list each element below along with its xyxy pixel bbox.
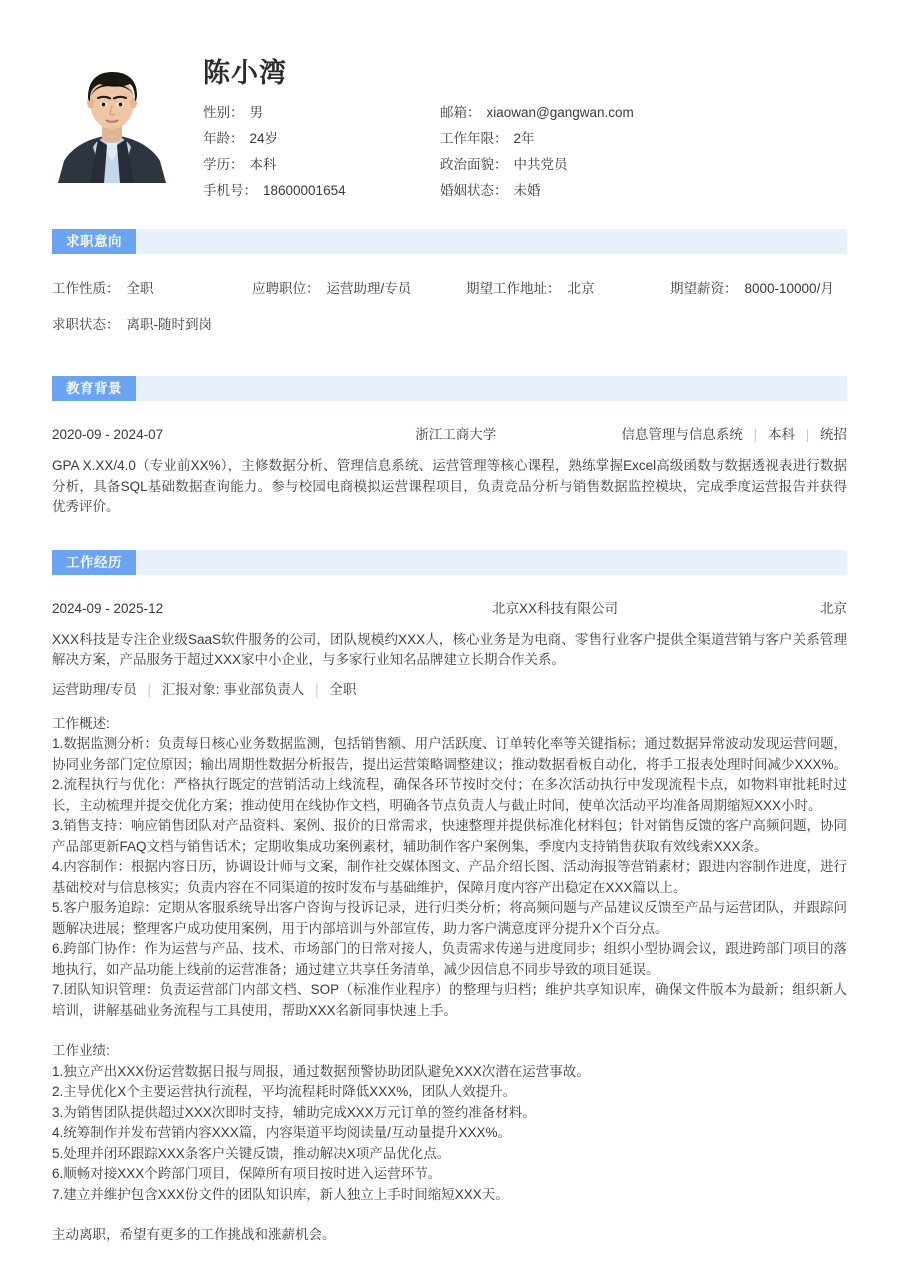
work-company: 北京XX科技有限公司 [491, 600, 618, 616]
education-date-range: 2020-09 - 2024-07 [52, 427, 164, 442]
divider-icon: | [805, 427, 810, 442]
work-achievement-item: 1.独立产出XXX份运营数据日报与周报，通过数据预警协助团队避免XXX次潜在运营事故。 [52, 1063, 590, 1079]
work-overview-item: 1.数据监测分析：负责每日核心业务数据监测，包括销售额、用户活跃度、订单转化率等关键指标；通过数据异常波动发现运营问题，协同业务部门定位原因；输出周期性数据分析报告，提出运营策略调整建议；推动数据看板自动化，将手工报表处理时间减少XXX%。 [52, 736, 848, 772]
section-header-work [52, 550, 847, 575]
avatar [52, 57, 172, 183]
work-achievement-item: 5.处理并闭环跟踪XXX条客户关键反馈，推动解决X项产品优化点。 [52, 1145, 451, 1161]
work-achievement-item: 4.统筹制作并发布营销内容XXX篇，内容渠道平均阅读量/互动量提升XXX%。 [52, 1125, 512, 1140]
work-overview-item: 3.销售支持：响应销售团队对产品资料、案例、报价的日常需求，快速整理并提供标准化材料包；针对销售反馈的客户高频问题，协同产品部更新FAQ文档与销售话术；定期收集成功案例素材，辅助制作客户案例集，季度内支持销售获取有效线索XXX条。 [52, 818, 847, 854]
info-experience-years: 工作年限： 2年 [440, 131, 535, 146]
education-meta [621, 424, 847, 446]
work-location: 北京 [820, 600, 847, 616]
work-overview-block [52, 714, 847, 1022]
divider-icon: | [315, 681, 319, 697]
work-report-to: 汇报对象: 事业部负责人 [161, 681, 305, 697]
section-title-education: 教育背景 [52, 376, 136, 401]
work-achievement-item: 3.为销售团队提供超过XXX次即时支持，辅助完成XXX万元订单的签约准备材料。 [52, 1104, 536, 1120]
work-job-meta [52, 679, 847, 701]
work-overview-item: 5.客户服务追踪：定期从客服系统导出客户咨询与投诉记录，进行归类分析；将高频问题与产品建议反馈至产品与运营团队，并跟踪问题解决进展；整理客户成功使用案例，用于内部培训与外部宣传，助力客户满意度评分提升X个百分点。 [52, 900, 847, 936]
education-major: 信息管理与信息系统 [621, 427, 743, 442]
intent-job-nature: 工作性质： 全职 [52, 281, 154, 296]
section-header-job-intent [52, 229, 847, 254]
job-intent-row-2 [52, 310, 847, 340]
intent-expected-salary: 期望薪资： 8000-10000/月 [670, 281, 834, 296]
work-achievement-item: 2.主导优化X个主要运营执行流程，平均流程耗时降低XXX%，团队人效提升。 [52, 1084, 517, 1099]
education-entry-head [52, 424, 847, 446]
divider-icon: | [147, 681, 152, 697]
intent-target-location: 期望工作地址： 北京 [466, 281, 595, 296]
work-achievement-title: 工作业绩: [52, 1043, 110, 1058]
identity-block [203, 57, 900, 204]
section-header-education [52, 376, 847, 401]
work-company-intro: XXX科技是专注企业级SaaS软件服务的公司，团队规模约XXX人，核心业务是为电商、零售行业客户提供全渠道营销与客户关系管理解决方案，产品服务于超过XXX家中小企业，与多家行业知名品牌建立长期合作关系。 [52, 631, 847, 667]
job-intent-row-1 [52, 274, 847, 304]
section-title-work: 工作经历 [52, 550, 136, 575]
education-school: 浙江工商大学 [415, 427, 497, 442]
section-title-job-intent: 求职意向 [52, 229, 136, 254]
portrait-photo-icon [52, 57, 172, 183]
education-description: GPA X.XX/4.0（专业前XX%），主修数据分析、管理信息系统、运营管理等核心课程，熟练掌握Excel高级函数与数据透视表进行数据分析，具备SQL基础数据查询能力。参与校园电商模拟运营课程项目，负责竞品分析与销售数据监控模块，完成季度运营报告并获得优秀评价。 [52, 458, 847, 514]
work-overview-item: 6.跨部门协作：作为运营与产品、技术、市场部门的日常对接人，负责需求传递与进度同步；组织小型协调会议，跟进跨部门项目的落地执行，如产品功能上线前的运营准备；通过建立共享任务清单，减少因信息不同步导致的项目延误。 [52, 941, 847, 977]
education-degree: 本科 [767, 427, 795, 442]
work-position: 运营助理/专员 [52, 681, 137, 697]
work-achievement-item: 6.顺畅对接XXX个跨部门项目，保障所有项目按时进入运营环节。 [52, 1166, 442, 1181]
section-body-work [0, 575, 900, 1246]
page-title: 陈小湾 [203, 58, 287, 88]
intent-target-position: 应聘职位： 运营助理/专员 [252, 281, 412, 296]
info-political-status: 政治面貌： 中共党员 [440, 157, 568, 172]
work-overview-item: 7.团队知识管理：负责运营部门内部文档、SOP（标准作业程序）的整理与归档；维护共享知识库，确保文件版本为最新；组织新人培训，讲解基础业务流程与工具使用，帮助XXX名新同事快速上手。 [52, 982, 847, 1018]
work-closing-note: 主动离职，希望有更多的工作挑战和涨薪机会。 [52, 1227, 336, 1242]
profile-info-grid [203, 100, 900, 204]
work-job-type: 全职 [329, 681, 357, 697]
profile-header [0, 0, 900, 198]
intent-job-status: 求职状态： 离职-随时到岗 [52, 317, 212, 332]
info-phone: 手机号： 18600001654 [203, 183, 346, 198]
info-education-level: 学历： 本科 [203, 157, 277, 172]
section-body-job-intent [0, 254, 900, 340]
work-overview-item: 2.流程执行与优化：严格执行既定的营销活动上线流程，确保各环节按时交付；在多次活动执行中发现流程卡点，如物料审批耗时过长，主动梳理并提交优化方案；推动使用在线协作文档，明确各节点负责人与截止时间，使单次活动平均准备周期缩短XXX小时。 [52, 777, 847, 813]
work-achievement-item: 7.建立并维护包含XXX份文件的团队知识库，新人独立上手时间缩短XXX天。 [52, 1186, 509, 1202]
info-email: 邮箱： xiaowan@gangwan.com [440, 105, 634, 120]
work-date-range: 2024-09 - 2025-12 [52, 600, 164, 616]
education-admission-type: 统招 [820, 427, 847, 442]
work-overview-item: 4.内容制作：根据内容日历，协调设计师与文案，制作社交媒体图文、产品介绍长图、活动海报等营销素材；跟进内容制作进度，进行基础校对与信息核实；负责内容在不同渠道的按时发布与基础维护，保障月度内容产出稳定在XXX篇以上。 [52, 859, 847, 895]
work-overview-title: 工作概述: [52, 715, 110, 731]
info-age: 年龄： 24岁 [203, 131, 279, 146]
info-marital-status: 婚姻状态： 未婚 [440, 183, 541, 198]
work-achievement-block [52, 1041, 847, 1205]
divider-icon: | [753, 427, 758, 442]
work-entry-head [52, 598, 847, 620]
section-body-education [0, 401, 900, 518]
info-gender: 性别： 男 [203, 105, 263, 120]
